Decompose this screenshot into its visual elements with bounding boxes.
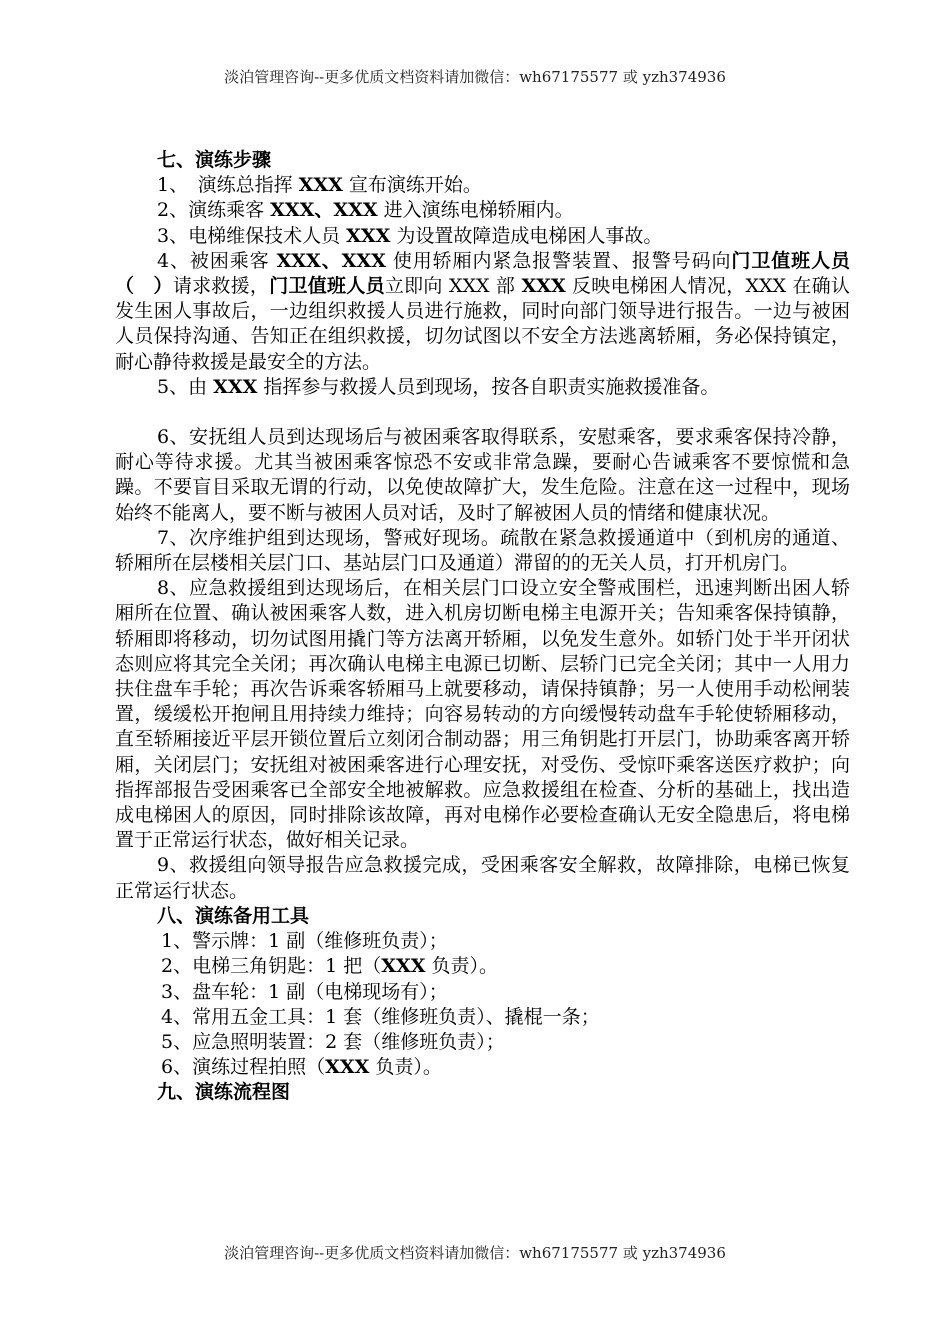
step-9: 9、救援组向领导报告应急救援完成，受困乘客安全解救，故障排除，电梯已恢复正常运行状态。 xyxy=(115,854,850,902)
tool-item-2: 2、电梯三角钥匙：1 把（XXX 负责）。 xyxy=(161,955,498,978)
step-7: 7、次序维护组到达现场，警戒好现场。疏散在紧急救援通道中（到机房的通道、轿厢所在层楼相关层门口、基站层门口及通道）滞留的的无关人员，打开机房门。 xyxy=(115,526,850,575)
tool-item-4: 4、常用五金工具：1 套（维修班负责）、撬棍一条； xyxy=(161,1005,600,1028)
page-header: 淡泊管理咨询--更多优质文档资料请加微信：wh67175577 或 yzh374936 xyxy=(224,68,726,86)
step-1: 1、 演练总指挥 XXX 宣布演练开始。 xyxy=(157,174,482,197)
tool-item-1: 1、警示牌：1 副（维修班负责）； xyxy=(161,930,448,953)
blank-line xyxy=(115,400,850,425)
step-5: 5、由 XXX 指挥参与救援人员到现场，按各自职责实施救援准备。 xyxy=(157,375,720,398)
section-heading-8: 八、演练备用工具 xyxy=(157,904,310,927)
step-4: 4、被困乘客 XXX、XXX 使用轿厢内紧急报警装置、报警号码向门卫值班人员（ ）请求救援，门卫值班人员立即向 XXX 部 XXX 反映电梯困人情况，XXX 在确认发生困人事故后，一边组织救援人员进行施救，同时向部门领导进行报告。一边与被困人员保持沟通、告知正在组织救援，切勿试图以不安全方法逃离轿厢，务必保持镇定，耐心静待救援是最安全的方法。 xyxy=(115,249,850,373)
step-6: 6、安抚组人员到达现场后与被困乘客取得联系，安慰乘客，要求乘客保持冷静，耐心等待求援。尤其当被困乘客惊恐不安或非常急躁，要耐心告诫乘客不要惊慌和急躁。不要盲目采取无谓的行动，以免使故障扩大，发生危险。注意在这一过程中，现场始终不能离人，要不断与被困人员对话，及时了解被困人员的情绪和健康状况。 xyxy=(115,426,850,524)
section-heading-9: 九、演练流程图 xyxy=(157,1081,291,1104)
page-footer: 淡泊管理咨询--更多优质文档资料请加微信：wh67175577 或 yzh374936 xyxy=(224,1244,726,1262)
step-8: 8、应急救援组到达现场后，在相关层门口设立安全警戒围栏，迅速判断出困人轿厢所在位置、确认被困乘客人数，进入机房切断电梯主电源开关；告知乘客保持镇静，轿厢即将移动，切勿试图用撬门等方法离开轿厢，以免发生意外。如轿门处于半开闭状态则应将其完全关闭；再次确认电梯主电源已切断、层轿门已完全关闭；其中一人用力扶住盘车手轮；再次告诉乘客轿厢马上就要移动，请保持镇静；另一人使用手动松闸装置，缓缓松开抱闸且用持续力维持；向容易转动的方向缓慢转动盘车手轮使轿厢移动，直至轿厢接近平层开锁位置后立刻闭合制动器；用三角钥匙打开层门，协助乘客离开轿厢，关闭层门；安抚组对被困乘客进行心理安抚，对受伤、受惊吓乘客送医疗救护；向指挥部报告受困乘客已全部安全地被解救。应急救援组在检查、分析的基础上，找出造成电梯困人的原因，同时排除该故障，再对电梯作必要检查确认无安全隐患后，将电梯置于正常运行状态，做好相关记录。 xyxy=(115,577,850,852)
document-body xyxy=(115,148,850,1106)
step-3: 3、电梯维保技术人员 XXX 为设置故障造成电梯困人事故。 xyxy=(157,224,663,247)
tool-item-6: 6、演练过程拍照（XXX 负责）。 xyxy=(161,1056,442,1079)
section-heading-7: 七、演练步骤 xyxy=(157,149,272,171)
tool-item-5: 5、应急照明装置：2 套（维修班负责）； xyxy=(161,1030,505,1053)
step-2: 2、演练乘客 XXX、XXX 进入演练电梯轿厢内。 xyxy=(157,199,574,222)
tool-item-3: 3、盘车轮：1 副（电梯现场有）； xyxy=(161,980,448,1003)
